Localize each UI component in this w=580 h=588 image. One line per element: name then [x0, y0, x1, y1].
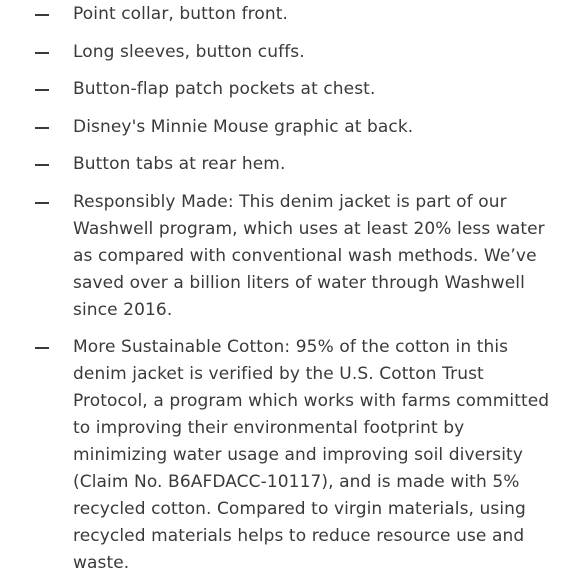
dash-icon: [35, 52, 49, 54]
dash-icon: [35, 89, 49, 91]
list-item-text: Long sleeves, button cuffs.: [73, 41, 305, 62]
list-item: [0, 151, 580, 178]
dash-icon: [35, 164, 49, 166]
list-item: [0, 76, 580, 103]
list-item: [0, 1, 580, 28]
list-item: [0, 189, 580, 324]
list-item-text: Disney's Minnie Mouse graphic at back.: [73, 116, 414, 137]
dash-icon: [35, 14, 49, 16]
dash-icon: [35, 127, 49, 129]
list-item: [0, 114, 580, 141]
list-item-text: Point collar, button front.: [73, 4, 289, 24]
product-details: [0, 1, 580, 588]
list-item-text: Responsibly Made: This denim jacket is part of our Washwell program, which uses at least 20% less water as compared with conventional wash methods. We’ve saved over a billion liters of water through Washwell since 2016.: [73, 191, 545, 320]
dash-icon: [35, 347, 49, 349]
list-item-text: Button tabs at rear hem.: [73, 154, 286, 174]
list-item-text: More Sustainable Cotton: 95% of the cotton in this denim jacket is verified by the U.S. Cotton Trust Protocol, a program which works with farms committed to improving their environmental footprint by minimizing water usage and improving soil diversity (Claim No. B6AFDACC-10117), and is made with 5% recycled cotton. Compared to virgin materials, using recycled materials helps to reduce resource use and waste.: [73, 337, 550, 573]
list-item-text: Button-flap patch pockets at chest.: [73, 79, 376, 99]
feature-list: [0, 1, 580, 577]
list-item: [0, 39, 580, 66]
dash-icon: [35, 202, 49, 204]
list-item: [0, 334, 580, 577]
